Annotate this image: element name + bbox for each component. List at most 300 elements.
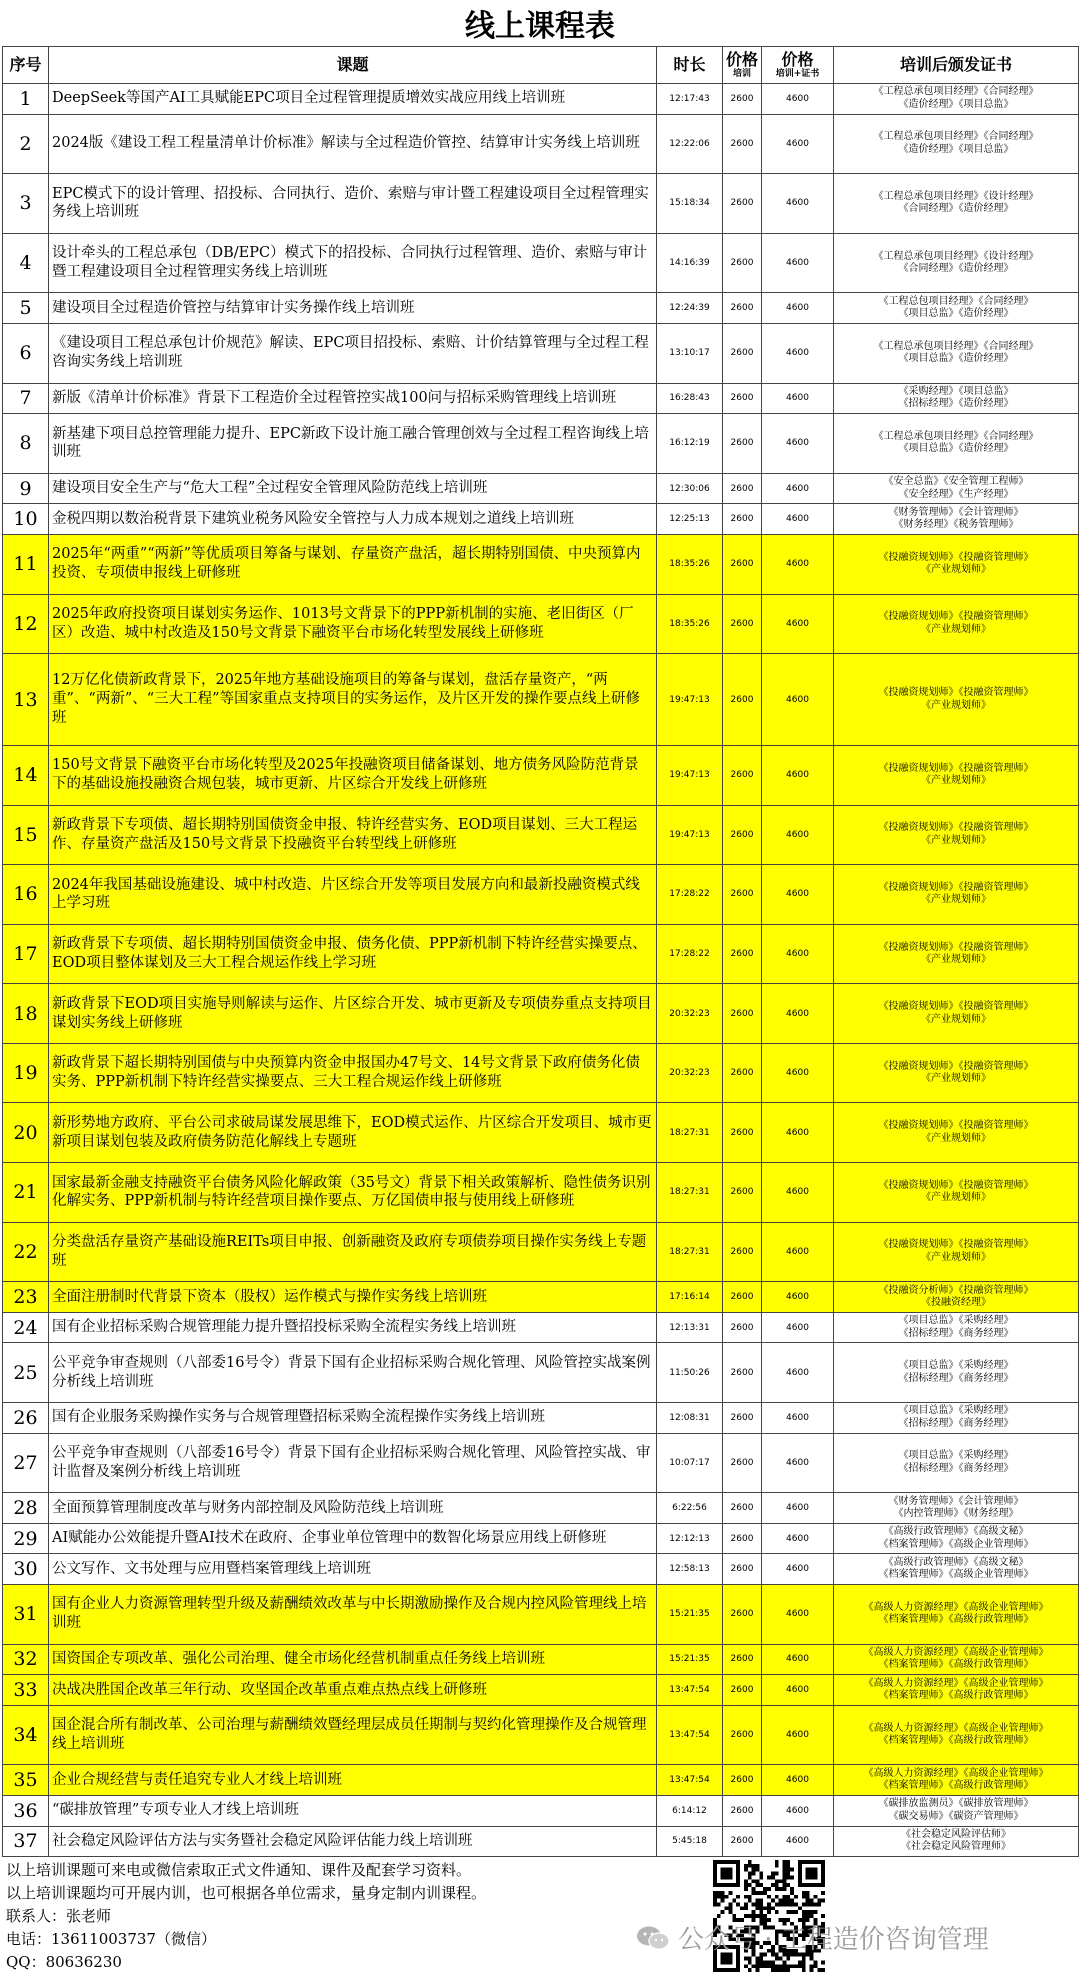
course-duration: 19:47:13 [657,805,723,865]
row-index: 31 [3,1585,49,1645]
certificate-line: 《产业规划师》 [921,1013,991,1025]
certificate-line: 《档案管理师》《高级行政管理师》 [878,1659,1034,1671]
certificate-line: 《社会稳定风险管理师》 [901,1841,1011,1853]
course-topic: 决战决胜国企改革三年行动、攻坚国企改革重点难点热点线上研修班 [49,1675,657,1706]
course-duration: 12:13:31 [657,1312,723,1343]
course-topic: 新基建下项目总控管理能力提升、EPC新政下设计施工融合管理创效与全过程工程咨询线上培训班 [49,414,657,474]
course-duration: 15:21:35 [657,1644,723,1675]
header-price-cert-sub: 培训+证书 [775,69,820,80]
certificate-line: 《工程总承包项目经理》《合同经理》 [873,86,1039,98]
certificates [834,865,1079,925]
course-duration: 16:28:43 [657,383,723,414]
certificates [834,174,1079,234]
price-training: 2600 [723,1675,762,1706]
price-training-cert: 4600 [762,383,834,414]
certificates [834,1282,1079,1313]
price-training: 2600 [723,293,762,324]
row-index: 23 [3,1282,49,1313]
certificate-line: 《招标经理》《造价经理》 [898,398,1014,410]
certificate-line: 《造价经理》《项目总监》 [898,143,1014,155]
row-index: 8 [3,414,49,474]
table-row [3,1644,1079,1675]
certificates [834,984,1079,1044]
certificate-line: 《工程总承包项目经理》《合同经理》 [873,131,1039,143]
course-topic: 全面注册制时代背景下资本（股权）运作模式与操作实务线上培训班 [49,1282,657,1313]
certificate-line: 《项目总监》《造价经理》 [898,443,1014,455]
table-row [3,323,1079,383]
certificates [834,414,1079,474]
certificate-line: 《高级人力资源经理》《高级企业管理师》 [863,1722,1049,1734]
certificate-line: 《高级人力资源经理》《高级企业管理师》 [863,1767,1049,1779]
certificate-line: 《招标经理》《商务经理》 [898,1462,1014,1474]
price-training: 2600 [723,323,762,383]
table-row [3,1826,1079,1857]
course-topic: 全面预算管理制度改革与财务内部控制及风险防范线上培训班 [49,1493,657,1524]
price-training-cert: 4600 [762,1312,834,1343]
certificate-line: 《档案管理师》《高级行政管理师》 [878,1735,1034,1747]
row-index: 27 [3,1433,49,1493]
course-duration: 19:47:13 [657,654,723,746]
certificate-line: 《投融资规划师》《投融资管理师》 [878,611,1034,623]
row-index: 19 [3,1043,49,1103]
table-row [3,1433,1079,1493]
price-training: 2600 [723,174,762,234]
table-row [3,1705,1079,1765]
price-training-cert: 4600 [762,84,834,115]
price-training: 2600 [723,414,762,474]
certificate-line: 《投融资规划师》《投融资管理师》 [878,551,1034,563]
price-training: 2600 [723,1765,762,1796]
price-training-cert: 4600 [762,1554,834,1585]
price-training: 2600 [723,1312,762,1343]
course-topic: 金税四期以数治税背景下建筑业税务风险安全管控与人力成本规划之道线上培训班 [49,504,657,535]
course-topic: 公平竞争审查规则（八部委16号令）背景下国有企业招标采购合规化管理、风险管控实战、审计监督及案例分析线上培训班 [49,1433,657,1493]
course-topic: 国有企业人力资源管理转型升级及薪酬绩效改革与中长期激励操作及合规内控风险管理线上培训班 [49,1585,657,1645]
certificate-line: 《采购经理》《项目总监》 [898,385,1014,397]
price-training: 2600 [723,1043,762,1103]
course-topic: 新政背景下EOD项目实施导则解读与运作、片区综合开发、城市更新及专项债券重点支持项目谋划实务线上研修班 [49,984,657,1044]
table-row [3,1795,1079,1826]
price-training-cert: 4600 [762,174,834,234]
certificate-line: 《档案管理师》《高级行政管理师》 [878,1690,1034,1701]
contact-phone: 电话：13611003737（微信） [6,1930,216,1948]
certificates [834,1343,1079,1403]
row-index: 35 [3,1765,49,1796]
row-index: 37 [3,1826,49,1857]
course-duration: 10:07:17 [657,1433,723,1493]
table-row [3,1343,1079,1403]
price-training-cert: 4600 [762,534,834,594]
footer-notes [6,1859,486,1974]
row-index: 4 [3,233,49,293]
price-training-cert: 4600 [762,1705,834,1765]
course-topic: 《建设项目工程总承包计价规范》解读、EPC项目招投标、索赔、计价结算管理与全过程工程咨询实务线上培训班 [49,323,657,383]
price-training-cert: 4600 [762,1675,834,1706]
price-training-cert: 4600 [762,1433,834,1493]
course-duration: 14:16:39 [657,233,723,293]
certificate-line: 《档案管理师》《高级行政管理师》 [878,1614,1034,1626]
table-row [3,745,1079,805]
row-index: 3 [3,174,49,234]
table-row [3,1163,1079,1223]
price-training-cert: 4600 [762,1043,834,1103]
row-index: 9 [3,473,49,504]
price-training: 2600 [723,383,762,414]
price-training-cert: 4600 [762,1222,834,1282]
certificate-line: 《投融资规划师》《投融资管理师》 [878,687,1034,699]
course-topic: “碳排放管理”专项专业人才线上培训班 [49,1795,657,1826]
course-topic: 国有企业服务采购操作实务与合规管理暨招标采购全流程操作实务线上培训班 [49,1403,657,1434]
price-training: 2600 [723,805,762,865]
table-row [3,84,1079,115]
table-row [3,504,1079,535]
certificates [834,504,1079,535]
certificate-line: 《高级人力资源经理》《高级企业管理师》 [863,1677,1049,1689]
price-training: 2600 [723,1282,762,1313]
price-training-cert: 4600 [762,1826,834,1857]
course-duration: 17:28:22 [657,924,723,984]
row-index: 14 [3,745,49,805]
course-topic: 分类盘活存量资产基础设施REITs项目申报、创新融资及政府专项债券项目操作实务线上专题班 [49,1222,657,1282]
certificates [834,1043,1079,1103]
certificate-line: 《项目总监》《采购经理》 [898,1360,1014,1372]
course-topic: AI赋能办公效能提升暨AI技术在政府、企事业单位管理中的数智化场景应用线上研修班 [49,1523,657,1554]
row-index: 29 [3,1523,49,1554]
certificate-line: 《投融资规划师》《投融资管理师》 [878,762,1034,774]
course-duration: 13:47:54 [657,1705,723,1765]
price-training: 2600 [723,984,762,1044]
certificate-line: 《招标经理》《商务经理》 [898,1372,1014,1384]
course-topic: 企业合规经营与责任追究专业人才线上培训班 [49,1765,657,1796]
course-duration: 12:17:43 [657,84,723,115]
price-training: 2600 [723,654,762,746]
price-training: 2600 [723,534,762,594]
row-index: 28 [3,1493,49,1524]
table-row [3,1554,1079,1585]
price-training: 2600 [723,1343,762,1403]
certificate-line: 《产业规划师》 [921,954,991,965]
certificate-line: 《项目总监》《造价经理》 [898,353,1014,365]
course-duration: 12:12:13 [657,1523,723,1554]
certificates [834,1493,1079,1524]
certificates [834,805,1079,865]
certificates [834,1222,1079,1282]
price-training: 2600 [723,1493,762,1524]
course-topic: DeepSeek等国产AI工具赋能EPC项目全过程管理提质增效实战应用线上培训班 [49,84,657,115]
certificates [834,924,1079,984]
price-training-cert: 4600 [762,1493,834,1524]
certificate-line: 《投融资规划师》《投融资管理师》 [878,941,1034,953]
certificate-line: 《投融资分析师》《投融资管理师》 [878,1284,1034,1296]
header-idx: 序号 [3,47,49,84]
header-cert: 培训后颁发证书 [834,47,1079,84]
row-index: 2 [3,114,49,174]
certificates [834,1705,1079,1765]
certificate-line: 《碳交易师》《碳资产管理师》 [888,1810,1024,1822]
certificates [834,114,1079,174]
certificate-line: 《产业规划师》 [921,775,991,787]
row-index: 25 [3,1343,49,1403]
course-topic: 12万亿化债新政背景下，2025年地方基础设施项目的筹备与谋划，盘活存量资产，“两重”、“两新”、“三大工程”等国家重点支持项目的实务运作，及片区开发的操作要点线上研修班 [49,654,657,746]
table-row [3,414,1079,474]
price-training: 2600 [723,924,762,984]
price-training-cert: 4600 [762,1795,834,1826]
price-training-cert: 4600 [762,1282,834,1313]
course-duration: 12:22:06 [657,114,723,174]
price-training-cert: 4600 [762,984,834,1044]
table-row [3,1043,1079,1103]
certificate-line: 《投融资规划师》《投融资管理师》 [878,1239,1034,1251]
price-training: 2600 [723,84,762,115]
certificates [834,654,1079,746]
price-training-cert: 4600 [762,924,834,984]
row-index: 20 [3,1103,49,1163]
certificates [834,84,1079,115]
price-training-cert: 4600 [762,1343,834,1403]
row-index: 24 [3,1312,49,1343]
table-row [3,114,1079,174]
course-duration: 5:45:18 [657,1826,723,1857]
header-price-training-sub: 培训 [732,69,751,80]
price-training: 2600 [723,745,762,805]
certificate-line: 《工程总包项目经理》《合同经理》 [878,295,1034,307]
course-duration: 12:25:13 [657,504,723,535]
row-index: 17 [3,924,49,984]
certificate-line: 《产业规划师》 [921,1192,991,1204]
table-row [3,654,1079,746]
table-header-row [3,47,1079,84]
course-duration: 18:27:31 [657,1222,723,1282]
course-duration: 6:22:56 [657,1493,723,1524]
table-row [3,984,1079,1044]
watermark-text: 公众号 · 工程造价咨询管理 [678,1925,989,1955]
certificate-line: 《产业规划师》 [921,1251,991,1263]
price-training-cert: 4600 [762,1103,834,1163]
contact-qq: QQ：80636230 [6,1953,122,1971]
certificate-line: 《档案管理师》《高级行政管理师》 [878,1780,1034,1792]
table-row [3,1585,1079,1645]
header-price-cert [762,47,834,84]
certificate-line: 《招标经理》《商务经理》 [898,1327,1014,1339]
certificate-line: 《产业规划师》 [921,699,991,711]
course-topic: 新形势地方政府、平台公司求破局谋发展思维下，EOD模式运作、片区综合开发项目、城市更新项目谋划包装及政府债务防范化解线上专题班 [49,1103,657,1163]
row-index: 6 [3,323,49,383]
certificates [834,1312,1079,1343]
course-topic: 2025年“两重”“两新”等优质项目筹备与谋划、存量资产盘活，超长期特别国债、中央预算内投资、专项债申报线上研修班 [49,534,657,594]
price-training: 2600 [723,1403,762,1434]
certificate-line: 《项目总监》《采购经理》 [898,1405,1014,1417]
certificates [834,1103,1079,1163]
certificates [834,1765,1079,1796]
course-duration: 13:47:54 [657,1765,723,1796]
course-topic: 2024版《建设工程工程量清单计价标准》解读与全过程造价管控、结算审计实务线上培训班 [49,114,657,174]
course-duration: 12:08:31 [657,1403,723,1434]
certificates [834,1523,1079,1554]
certificate-line: 《工程总承包项目经理》《合同经理》 [873,430,1039,442]
page-title: 线上课程表 [465,9,615,44]
certificate-line: 《项目总监》《造价经理》 [898,308,1014,320]
certificate-line: 《造价经理》《项目总监》 [898,98,1014,110]
price-training-cert: 4600 [762,594,834,654]
row-index: 7 [3,383,49,414]
table-row [3,1312,1079,1343]
table-row [3,1222,1079,1282]
table-row [3,924,1079,984]
course-topic: 新政背景下超长期特别国债与中央预算内资金申报国办47号文、14号文背景下政府债务化债实务、PPP新机制下特许经营实操要点、三大工程合规运作线上研修班 [49,1043,657,1103]
course-topic: 新政背景下专项债、超长期特别国债资金申报、债务化债、PPP新机制下特许经营实操要点、EOD项目整体谋划及三大工程合规运作线上学习班 [49,924,657,984]
certificate-line: 《产业规划师》 [921,1073,991,1085]
certificate-line: 《碳排放监测员》《碳排放管理师》 [878,1798,1034,1810]
row-index: 21 [3,1163,49,1223]
row-index: 32 [3,1644,49,1675]
course-topic: 建设项目安全生产与“危大工程”全过程安全管理风险防范线上培训班 [49,473,657,504]
certificates [834,383,1079,414]
certificates [834,473,1079,504]
row-index: 18 [3,984,49,1044]
table-row [3,805,1079,865]
certificate-line: 《工程总承包项目经理》《合同经理》 [873,340,1039,352]
certificates [834,1433,1079,1493]
certificate-line: 《档案管理师》《高级企业管理师》 [878,1538,1034,1550]
certificates [834,293,1079,324]
price-training: 2600 [723,504,762,535]
table-row [3,383,1079,414]
certificate-line: 《高级人力资源经理》《高级企业管理师》 [863,1646,1049,1658]
course-table [2,46,1079,1857]
row-index: 10 [3,504,49,535]
table-row [3,233,1079,293]
contact-name: 联系人：张老师 [6,1907,112,1925]
certificate-line: 《档案管理师》《高级企业管理师》 [878,1569,1034,1581]
price-training: 2600 [723,114,762,174]
course-duration: 19:47:13 [657,745,723,805]
certificate-line: 《投融资规划师》《投融资管理师》 [878,1001,1034,1013]
price-training: 2600 [723,1826,762,1857]
price-training-cert: 4600 [762,504,834,535]
price-training: 2600 [723,233,762,293]
price-training-cert: 4600 [762,323,834,383]
row-index: 34 [3,1705,49,1765]
certificate-line: 《高级行政管理师》《高级文秘》 [883,1526,1029,1538]
certificates [834,1826,1079,1857]
price-training: 2600 [723,1705,762,1765]
course-duration: 13:47:54 [657,1675,723,1706]
header-price-cert-label: 价格 [781,49,814,69]
table-row [3,1523,1079,1554]
wechat-icon [636,1925,670,1951]
footer-note-2: 以上培训课题均可开展内训，也可根据各单位需求，量身定制内训课程。 [6,1884,487,1902]
price-training-cert: 4600 [762,114,834,174]
course-duration: 6:14:12 [657,1795,723,1826]
certificate-line: 《安全总监》《安全管理工程师》 [883,476,1029,488]
course-topic: 建设项目全过程造价管控与结算审计实务操作线上培训班 [49,293,657,324]
price-training: 2600 [723,1103,762,1163]
certificate-line: 《财务管理师》《会计管理师》 [888,506,1024,518]
certificate-line: 《产业规划师》 [921,1132,991,1144]
table-row [3,473,1079,504]
certificates [834,745,1079,805]
course-duration: 18:27:31 [657,1103,723,1163]
price-training-cert: 4600 [762,805,834,865]
certificate-line: 《产业规划师》 [921,834,991,846]
course-topic: 社会稳定风险评估方法与实务暨社会稳定风险评估能力线上培训班 [49,1826,657,1857]
row-index: 15 [3,805,49,865]
watermark [636,1919,989,1956]
certificate-line: 《产业规划师》 [921,564,991,576]
table-row [3,1493,1079,1524]
certificates [834,1644,1079,1675]
course-duration: 11:50:26 [657,1343,723,1403]
certificate-line: 《产业规划师》 [921,894,991,906]
course-topic: 2025年政府投资项目谋划实务运作、1013号文背景下的PPP新机制的实施、老旧街区（厂区）改造、城中村改造及150号文背景下融资平台市场化转型发展线上研修班 [49,594,657,654]
certificates [834,233,1079,293]
certificates [834,1675,1079,1706]
certificate-line: 《合同经理》《造价经理》 [898,263,1014,275]
price-training: 2600 [723,1644,762,1675]
certificate-line: 《投融资规划师》《投融资管理师》 [878,1120,1034,1132]
certificate-line: 《项目总监》《采购经理》 [898,1315,1014,1327]
price-training-cert: 4600 [762,745,834,805]
row-index: 30 [3,1554,49,1585]
certificate-line: 《财务管理师》《会计管理师》 [888,1495,1024,1507]
certificate-line: 《安全经理》《生产经理》 [898,488,1014,500]
price-training: 2600 [723,1795,762,1826]
course-topic: 2024年我国基础设施建设、城中村改造、片区综合开发等项目发展方向和最新投融资模式线上学习班 [49,865,657,925]
certificate-line: 《投融资规划师》《投融资管理师》 [878,1060,1034,1072]
table-row [3,1765,1079,1796]
course-topic: 150号文背景下融资平台市场化转型及2025年投融资项目储备谋划、地方债务风险防范背景下的基础设施投融资合规包装，城市更新、片区综合开发线上研修班 [49,745,657,805]
price-training-cert: 4600 [762,293,834,324]
course-topic: 国资国企专项改革、强化公司治理、健全市场化经营机制重点任务线上培训班 [49,1644,657,1675]
header-price-training-label: 价格 [725,49,758,69]
certificates [834,1403,1079,1434]
table-row [3,1282,1079,1313]
table-row [3,1103,1079,1163]
price-training: 2600 [723,594,762,654]
price-training: 2600 [723,1523,762,1554]
table-row [3,1403,1079,1434]
course-duration: 15:21:35 [657,1585,723,1645]
course-duration: 18:35:26 [657,594,723,654]
certificate-line: 《投融资经理》 [921,1297,991,1309]
certificate-line: 《社会稳定风险评估师》 [901,1828,1011,1840]
row-index: 33 [3,1675,49,1706]
row-index: 26 [3,1403,49,1434]
course-duration: 16:12:19 [657,414,723,474]
row-index: 13 [3,654,49,746]
certificates [834,1585,1079,1645]
price-training: 2600 [723,1222,762,1282]
row-index: 11 [3,534,49,594]
course-duration: 13:10:17 [657,323,723,383]
price-training-cert: 4600 [762,1585,834,1645]
certificate-line: 《投融资规划师》《投融资管理师》 [878,822,1034,834]
course-duration: 17:28:22 [657,865,723,925]
row-index: 22 [3,1222,49,1282]
certificates [834,594,1079,654]
price-training-cert: 4600 [762,1163,834,1223]
course-topic: 公文写作、文书处理与应用暨档案管理线上培训班 [49,1554,657,1585]
table-row [3,865,1079,925]
course-topic: 新版《清单计价标准》背景下工程造价全过程管控实战100问与招标采购管理线上培训班 [49,383,657,414]
price-training: 2600 [723,1163,762,1223]
row-index: 1 [3,84,49,115]
table-row [3,1675,1079,1706]
price-training-cert: 4600 [762,1765,834,1796]
header-duration: 时长 [657,47,723,84]
table-body [3,84,1079,1857]
price-training-cert: 4600 [762,1523,834,1554]
